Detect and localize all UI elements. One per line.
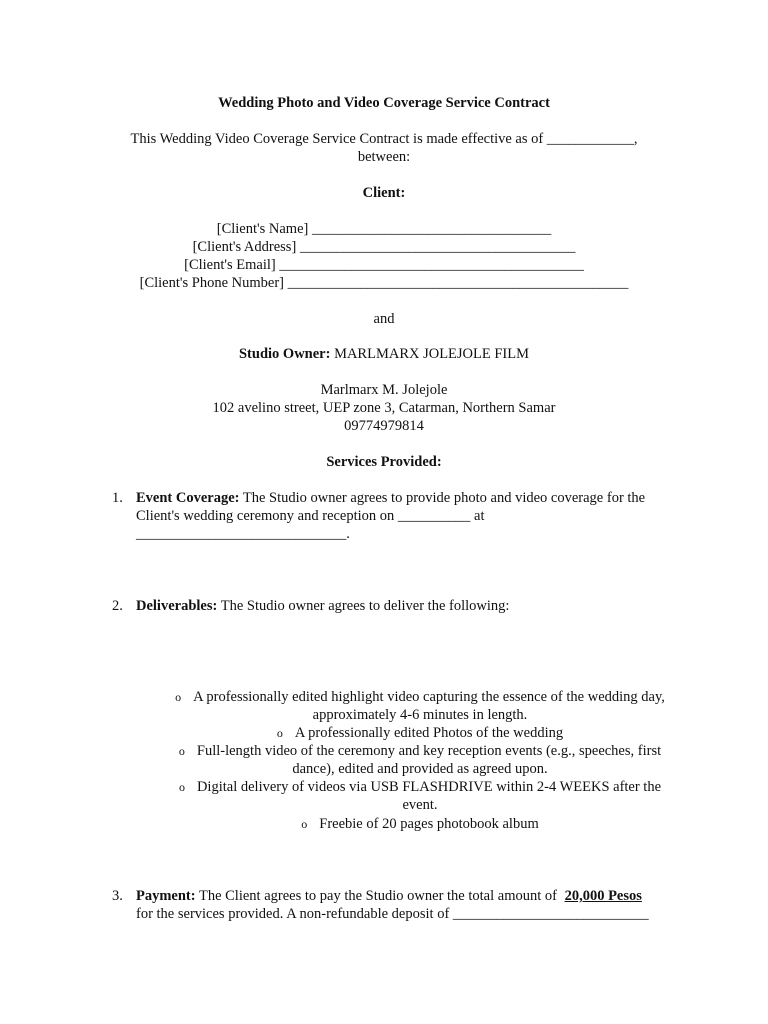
client-fields xyxy=(100,220,668,292)
studio-owner-value: MARLMARX JOLEJOLE FILM xyxy=(334,346,530,362)
clause-label: Deliverables: xyxy=(136,598,218,614)
studio-owner xyxy=(100,345,668,363)
bullet-mark: o xyxy=(301,817,308,831)
clause-text: for the services provided. A non-refundable deposit of ___________________________ xyxy=(136,906,649,922)
clause-deliverables xyxy=(112,597,672,615)
bullet-mark: o xyxy=(175,690,182,704)
clause-text: The Studio owner agrees to deliver the following: xyxy=(220,598,510,614)
list-item-text: Digital delivery of videos via USB FLASHDRIVE within 2-4 WEEKS after the xyxy=(196,779,662,795)
list-item-text: A professionally edited highlight video capturing the essence of the wedding day, xyxy=(193,689,665,705)
and-separator: and xyxy=(373,311,395,327)
list-item-text: dance), edited and provided as agreed upon. xyxy=(292,761,548,777)
clause-label: Event Coverage: xyxy=(136,490,240,506)
client-address-line: [Client's Address] ______________________________________ xyxy=(192,239,576,255)
contract-title: Wedding Photo and Video Coverage Service Contract xyxy=(218,95,550,111)
intro-line-2: between: xyxy=(357,149,411,165)
bullet-mark: o xyxy=(276,726,283,740)
clause-text: The Client agrees to pay the Studio owner the total amount of xyxy=(198,888,557,904)
list-item xyxy=(150,815,690,833)
studio-address: 102 avelino street, UEP zone 3, Catarman, Northern Samar xyxy=(212,400,556,416)
list-item-text: Freebie of 20 pages photobook album xyxy=(319,816,539,832)
clause-text: _____________________________. xyxy=(136,526,350,542)
client-heading: Client: xyxy=(362,185,406,201)
clause-text: The Studio owner agrees to provide photo and video coverage for the xyxy=(242,490,646,506)
list-item xyxy=(150,724,690,742)
list-item xyxy=(150,778,690,814)
client-phone-line: [Client's Phone Number] _______________________________________________ xyxy=(139,275,629,291)
clause-label: Payment: xyxy=(136,888,196,904)
list-item xyxy=(150,742,690,778)
payment-amount: 20,000 Pesos xyxy=(564,888,642,904)
list-item xyxy=(150,688,690,724)
clause-text: Client's wedding ceremony and reception on __________ at xyxy=(136,508,485,524)
client-email-line: [Client's Email] __________________________________________ xyxy=(184,257,584,273)
clause-event-coverage xyxy=(112,489,672,543)
studio-details xyxy=(100,381,668,435)
clause-number: 2. xyxy=(112,598,123,614)
clause-number: 3. xyxy=(112,888,123,904)
list-item-text: approximately 4-6 minutes in length. xyxy=(312,707,528,723)
studio-phone: 09774979814 xyxy=(344,418,424,434)
intro-line-1: This Wedding Video Coverage Service Contract is made effective as of ____________, xyxy=(130,131,638,147)
list-item-text: event. xyxy=(402,797,438,813)
contract-intro xyxy=(100,130,668,166)
bullet-mark: o xyxy=(178,780,185,794)
client-name-line: [Client's Name] _________________________________ xyxy=(216,221,552,237)
studio-owner-label: Studio Owner: xyxy=(238,346,331,362)
clause-number: 1. xyxy=(112,490,123,506)
services-heading: Services Provided: xyxy=(326,454,442,470)
studio-person: Marlmarx M. Jolejole xyxy=(320,382,448,398)
list-item-text: Full-length video of the ceremony and key reception events (e.g., speeches, first xyxy=(196,743,662,759)
bullet-mark: o xyxy=(178,744,185,758)
list-item-text: A professionally edited Photos of the wedding xyxy=(294,725,564,741)
clause-payment xyxy=(112,887,672,923)
